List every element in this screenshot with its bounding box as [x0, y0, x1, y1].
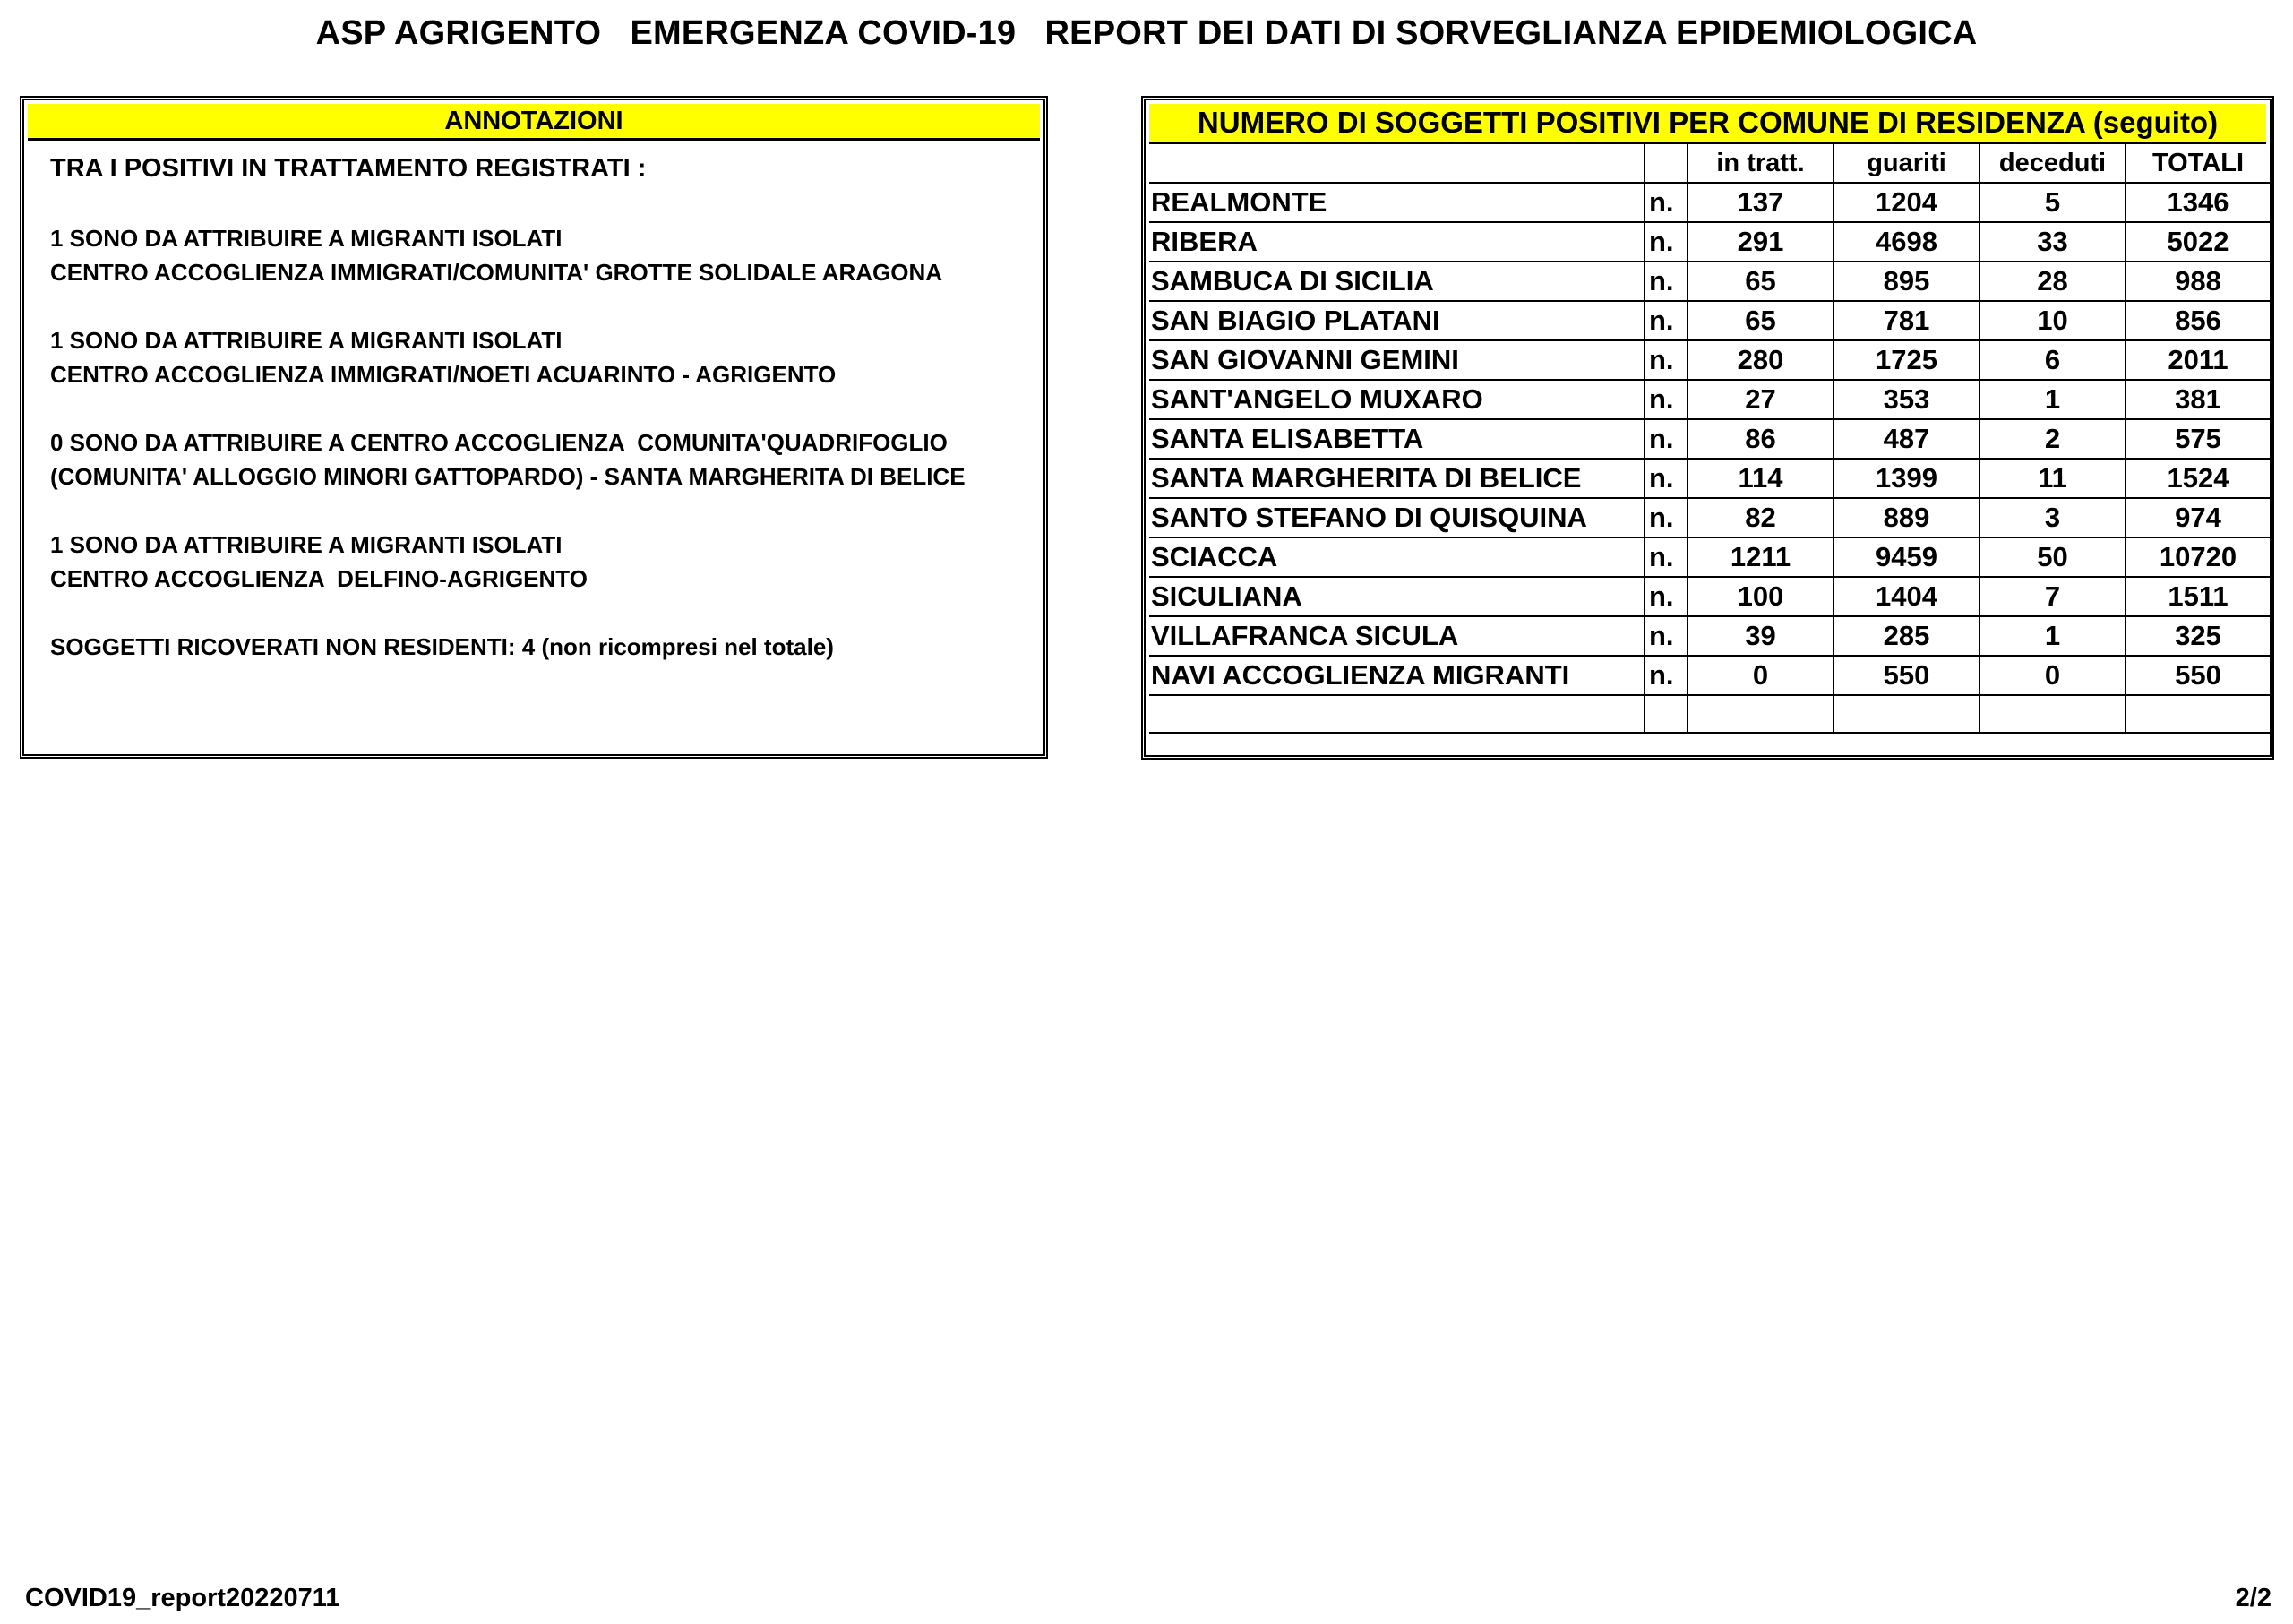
cell-totali: 856 — [2126, 301, 2270, 340]
cell-guariti: 895 — [1834, 262, 1980, 301]
cell-guariti: 781 — [1834, 301, 1980, 340]
table-title: NUMERO DI SOGGETTI POSITIVI PER COMUNE DI RESIDENZA (seguito) — [1149, 104, 2266, 144]
note-line: 1 SONO DA ATTRIBUIRE A MIGRANTI ISOLATI — [50, 225, 563, 252]
cell-guariti: 285 — [1834, 616, 1980, 656]
cell-in-tratt: 100 — [1688, 577, 1834, 616]
cell-in-tratt: 137 — [1688, 183, 1834, 222]
cell-totali: 325 — [2126, 616, 2270, 656]
cell-deceduti: 50 — [1980, 537, 2126, 577]
empty-cell — [1980, 695, 2126, 733]
cell-guariti: 487 — [1834, 419, 1980, 459]
cell-guariti: 1404 — [1834, 577, 1980, 616]
note-line: CENTRO ACCOGLIENZA IMMIGRATI/COMUNITA' GROTTE SOLIDALE ARAGONA — [50, 259, 943, 286]
cell-comune: REALMONTE — [1149, 183, 1645, 222]
cell-deceduti: 0 — [1980, 656, 2126, 695]
cell-deceduti: 2 — [1980, 419, 2126, 459]
column-header-unit — [1645, 144, 1688, 183]
cell-guariti: 1725 — [1834, 340, 1980, 380]
cell-deceduti: 1 — [1980, 616, 2126, 656]
table-body — [1149, 183, 2270, 733]
cell-deceduti: 6 — [1980, 340, 2126, 380]
cell-unit: n. — [1645, 340, 1688, 380]
annotations-header: ANNOTAZIONI — [28, 104, 1040, 141]
cell-unit: n. — [1645, 301, 1688, 340]
cell-deceduti: 3 — [1980, 498, 2126, 537]
column-header-deceduti: deceduti — [1980, 144, 2126, 183]
cell-comune: SCIACCA — [1149, 537, 1645, 577]
cell-in-tratt: 86 — [1688, 419, 1834, 459]
cell-comune: SANTA ELISABETTA — [1149, 419, 1645, 459]
note-block — [50, 630, 1043, 664]
cell-totali: 5022 — [2126, 222, 2270, 262]
cell-deceduti: 1 — [1980, 380, 2126, 419]
note-line: SOGGETTI RICOVERATI NON RESIDENTI: 4 (non ricompresi nel totale) — [50, 633, 834, 660]
cell-in-tratt: 114 — [1688, 459, 1834, 498]
cell-totali: 1346 — [2126, 183, 2270, 222]
positives-table — [1149, 144, 2270, 734]
cell-deceduti: 5 — [1980, 183, 2126, 222]
cell-deceduti: 28 — [1980, 262, 2126, 301]
cell-unit: n. — [1645, 183, 1688, 222]
cell-totali: 1511 — [2126, 577, 2270, 616]
empty-cell — [1149, 695, 1645, 733]
cell-unit: n. — [1645, 656, 1688, 695]
cell-unit: n. — [1645, 262, 1688, 301]
cell-totali: 1524 — [2126, 459, 2270, 498]
cell-unit: n. — [1645, 537, 1688, 577]
cell-comune: SAN GIOVANNI GEMINI — [1149, 340, 1645, 380]
note-block — [50, 221, 1043, 289]
cell-totali: 550 — [2126, 656, 2270, 695]
cell-in-tratt: 1211 — [1688, 537, 1834, 577]
note-block — [50, 528, 1043, 596]
cell-totali: 575 — [2126, 419, 2270, 459]
table-row-empty — [1149, 695, 2270, 733]
table-row — [1149, 498, 2270, 537]
cell-guariti: 9459 — [1834, 537, 1980, 577]
table-row — [1149, 577, 2270, 616]
note-block — [50, 323, 1043, 391]
column-header-totali: TOTALI — [2126, 144, 2270, 183]
cell-in-tratt: 280 — [1688, 340, 1834, 380]
cell-guariti: 1399 — [1834, 459, 1980, 498]
table-header-row — [1149, 144, 2270, 183]
note-line: 1 SONO DA ATTRIBUIRE A MIGRANTI ISOLATI — [50, 327, 563, 354]
cell-deceduti: 11 — [1980, 459, 2126, 498]
cell-unit: n. — [1645, 498, 1688, 537]
table-row — [1149, 656, 2270, 695]
table-row — [1149, 340, 2270, 380]
cell-guariti: 550 — [1834, 656, 1980, 695]
table-row — [1149, 419, 2270, 459]
cell-unit: n. — [1645, 380, 1688, 419]
cell-in-tratt: 65 — [1688, 301, 1834, 340]
cell-unit: n. — [1645, 419, 1688, 459]
table-row — [1149, 459, 2270, 498]
note-line: (COMUNITA' ALLOGGIO MINORI GATTOPARDO) - SANTA MARGHERITA DI BELICE — [50, 463, 966, 490]
cell-in-tratt: 291 — [1688, 222, 1834, 262]
cell-deceduti: 10 — [1980, 301, 2126, 340]
annotations-body — [24, 141, 1043, 664]
cell-in-tratt: 27 — [1688, 380, 1834, 419]
table-row — [1149, 616, 2270, 656]
table-row — [1149, 262, 2270, 301]
empty-cell — [1688, 695, 1834, 733]
cell-comune: RIBERA — [1149, 222, 1645, 262]
cell-comune: SAMBUCA DI SICILIA — [1149, 262, 1645, 301]
cell-unit: n. — [1645, 459, 1688, 498]
empty-cell — [1834, 695, 1980, 733]
cell-deceduti: 7 — [1980, 577, 2126, 616]
column-header-in-tratt: in tratt. — [1688, 144, 1834, 183]
annotations-panel — [20, 96, 1048, 759]
cell-comune: NAVI ACCOGLIENZA MIGRANTI — [1149, 656, 1645, 695]
cell-comune: SANTA MARGHERITA DI BELICE — [1149, 459, 1645, 498]
cell-comune: SICULIANA — [1149, 577, 1645, 616]
cell-comune: SANT'ANGELO MUXARO — [1149, 380, 1645, 419]
footer-page-number: 2/2 — [2235, 1584, 2272, 1612]
cell-comune: VILLAFRANCA SICULA — [1149, 616, 1645, 656]
cell-comune: SAN BIAGIO PLATANI — [1149, 301, 1645, 340]
cell-guariti: 4698 — [1834, 222, 1980, 262]
cell-guariti: 353 — [1834, 380, 1980, 419]
cell-unit: n. — [1645, 616, 1688, 656]
table-row — [1149, 380, 2270, 419]
note-line: 1 SONO DA ATTRIBUIRE A MIGRANTI ISOLATI — [50, 531, 563, 558]
note-line: 0 SONO DA ATTRIBUIRE A CENTRO ACCOGLIENZA COMUNITA'QUADRIFOGLIO — [50, 429, 948, 456]
column-header-guariti: guariti — [1834, 144, 1980, 183]
positives-table-panel — [1141, 96, 2274, 760]
note-line: CENTRO ACCOGLIENZA DELFINO-AGRIGENTO — [50, 565, 588, 592]
cell-in-tratt: 65 — [1688, 262, 1834, 301]
note-line: CENTRO ACCOGLIENZA IMMIGRATI/NOETI ACUARINTO - AGRIGENTO — [50, 361, 837, 388]
cell-guariti: 1204 — [1834, 183, 1980, 222]
cell-unit: n. — [1645, 222, 1688, 262]
cell-comune: SANTO STEFANO DI QUISQUINA — [1149, 498, 1645, 537]
cell-totali: 974 — [2126, 498, 2270, 537]
cell-totali: 988 — [2126, 262, 2270, 301]
cell-in-tratt: 0 — [1688, 656, 1834, 695]
cell-in-tratt: 82 — [1688, 498, 1834, 537]
cell-unit: n. — [1645, 577, 1688, 616]
empty-cell — [1645, 695, 1688, 733]
page-title: ASP AGRIGENTO EMERGENZA COVID-19 REPORT DEI DATI DI SORVEGLIANZA EPIDEMIOLOGICA — [315, 14, 1978, 52]
table-row — [1149, 222, 2270, 262]
column-header-comune — [1149, 144, 1645, 183]
table-row — [1149, 301, 2270, 340]
table-row — [1149, 537, 2270, 577]
cell-totali: 381 — [2126, 380, 2270, 419]
cell-in-tratt: 39 — [1688, 616, 1834, 656]
cell-deceduti: 33 — [1980, 222, 2126, 262]
cell-totali: 10720 — [2126, 537, 2270, 577]
note-block — [50, 425, 1043, 494]
table-row — [1149, 183, 2270, 222]
empty-cell — [2126, 695, 2270, 733]
annotations-intro: TRA I POSITIVI IN TRATTAMENTO REGISTRATI : — [50, 154, 647, 183]
cell-totali: 2011 — [2126, 340, 2270, 380]
cell-guariti: 889 — [1834, 498, 1980, 537]
footer-filename: COVID19_report20220711 — [25, 1584, 340, 1612]
